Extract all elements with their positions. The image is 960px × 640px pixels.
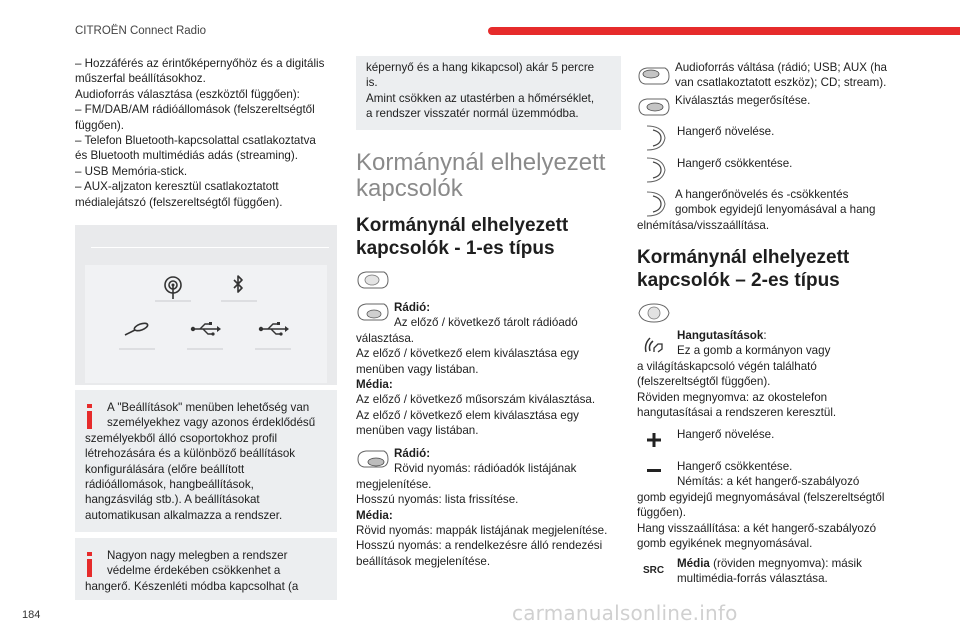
text-line: beállítások megjelenítése. bbox=[356, 554, 491, 568]
text-line: Rövid nyomás: mappák listájának megjelenítése. bbox=[356, 524, 608, 538]
aux-icon bbox=[125, 322, 149, 335]
text-line: Nagyon nagy melegben a rendszer bbox=[107, 549, 288, 562]
radio-title: Rádió: bbox=[394, 301, 431, 314]
text-line: hangutasításai a rendszeren keresztül. bbox=[637, 406, 837, 420]
text-line: gomb egyidejű megnyomásával (felszereltségtől bbox=[637, 490, 885, 504]
text-line: személyekből álló csoportokhoz profil bbox=[85, 431, 278, 445]
text-line: Az előző / következő elem kiválasztása egy bbox=[356, 408, 579, 422]
minus-section bbox=[637, 459, 907, 551]
screen-panel bbox=[85, 265, 327, 383]
text-line: védelme érdekében csökkenhet a bbox=[107, 564, 281, 578]
text-line: gombok egyidejű lenyomásával a hang bbox=[675, 203, 876, 217]
text-line: Hosszú nyomás: a rendelkezésre álló rendezési bbox=[356, 539, 603, 553]
plus-text: Hangerő növelése. bbox=[677, 428, 775, 441]
header-accent-bar bbox=[488, 27, 960, 35]
heading-line: Kormánynál elhelyezett bbox=[356, 215, 569, 236]
text-line: képernyő és a hang kikapcsol) akár 5 percre bbox=[366, 61, 595, 74]
radio-icon bbox=[165, 277, 181, 299]
section-heading bbox=[356, 150, 605, 202]
text-line: – AUX-aljzaton keresztül csatlakoztatott bbox=[75, 180, 279, 194]
mute-item bbox=[637, 187, 907, 233]
colon: : bbox=[763, 329, 767, 342]
column-1 bbox=[75, 56, 340, 210]
info-box-settings bbox=[75, 390, 337, 532]
text-line: A hangerőnövelés és -csökkentés bbox=[675, 188, 849, 201]
text-line: konfigurálására (előre beállított bbox=[85, 462, 245, 476]
text-line: megjelenítése. bbox=[356, 477, 432, 491]
text-line: a rendszer visszatér normál üzemmódba. bbox=[366, 107, 579, 121]
confirm-text: Kiválasztás megerősítése. bbox=[675, 94, 811, 107]
text-line: Hosszú nyomás: lista frissítése. bbox=[356, 493, 519, 507]
source-selection-screen bbox=[75, 225, 337, 385]
text-line: menüben vagy listában. bbox=[356, 362, 479, 376]
text-line: hangerő. Készenléti módba kapcsolhat (a bbox=[85, 579, 299, 593]
text-line: Amint csökken az utastérben a hőmérséklet, bbox=[366, 91, 595, 105]
page-number: 184 bbox=[22, 609, 41, 621]
confirm-button-icon bbox=[637, 97, 671, 117]
text-line: médialejátszó (felszereltségtől függően). bbox=[75, 195, 283, 209]
heading-line: Kormánynál elhelyezett bbox=[356, 149, 606, 176]
src-title: Média bbox=[677, 557, 710, 570]
text-line: Audioforrás váltása (rádió; USB; AUX (ha bbox=[675, 61, 888, 74]
subsection-heading-type-1 bbox=[356, 214, 568, 260]
text-line: Az előző / következő elem kiválasztása egy bbox=[356, 347, 579, 361]
usb-icon bbox=[259, 322, 289, 336]
text-line: van csatlakoztatott eszköz); CD; stream). bbox=[675, 76, 887, 90]
text-line: gomb egyikének megnyomásával. bbox=[637, 537, 813, 551]
watermark: carmanualsonline.info bbox=[512, 601, 738, 625]
radio-section bbox=[356, 300, 624, 439]
text-line: és Bluetooth multimédiás adás (streaming). bbox=[75, 149, 298, 163]
text-line: is. bbox=[366, 76, 378, 90]
text-line: – USB Memória-stick. bbox=[75, 164, 188, 178]
media-title: Média: bbox=[356, 378, 393, 392]
text-line: Hang visszaállítása: a két hangerő-szabályozó bbox=[637, 521, 877, 535]
text-line: automatikusan alkalmazza a rendszer. bbox=[85, 508, 283, 522]
divider bbox=[91, 247, 329, 248]
usb-icon bbox=[191, 322, 221, 336]
volume-down-button-icon bbox=[637, 156, 671, 184]
text-line: a világításkapcsoló végén található bbox=[637, 359, 817, 373]
text-line: – FM/DAB/AM rádióállomások (felszereltségtől bbox=[75, 103, 315, 117]
text-line: Rövid nyomás: rádióadók listájának bbox=[394, 462, 577, 476]
text-line: Audioforrás választása (eszköztől függően): bbox=[75, 87, 300, 101]
text-line: menüben vagy listában. bbox=[356, 424, 479, 438]
text-line: műszerfal beállításokhoz. bbox=[75, 72, 206, 86]
media-title: Média: bbox=[356, 508, 393, 522]
src-section bbox=[677, 556, 907, 587]
plus-icon bbox=[647, 433, 661, 447]
text-line: függően). bbox=[637, 506, 686, 520]
text-line: Az előző / következő műsorszám kiválasztása. bbox=[356, 393, 596, 407]
info-box-heat bbox=[75, 538, 337, 600]
heading-line: kapcsolók - 1-es típus bbox=[356, 238, 555, 259]
heading-line: kapcsolók – 2-es típus bbox=[637, 270, 840, 291]
text-line: (röviden megnyomva): másik bbox=[713, 557, 862, 570]
text-line: Az előző / következő tárolt rádióadó bbox=[394, 316, 578, 330]
text-line: multimédia-forrás választása. bbox=[677, 572, 828, 586]
text-line: hangzásvilág stb.). A beállításokat bbox=[85, 493, 260, 507]
heading-line: kapcsolók bbox=[356, 175, 463, 202]
voice-title: Hangutasítások bbox=[677, 329, 764, 342]
text-line: rádióállomások, hangbeállítások, bbox=[85, 478, 254, 492]
text-line: Röviden megnyomva: az okostelefon bbox=[637, 390, 828, 404]
volume-up-text: Hangerő növelése. bbox=[677, 125, 775, 138]
volume-down-text: Hangerő csökkentése. bbox=[677, 157, 793, 170]
text-line: elnémítása/visszaállítása. bbox=[637, 218, 770, 232]
text-line: létrehozására és a különböző beállítások bbox=[85, 447, 296, 461]
header-title: CITROËN Connect Radio bbox=[75, 25, 207, 37]
info-box-heat-continued bbox=[356, 56, 621, 130]
text-line: – Hozzáférés az érintőképernyőhöz és a digitális bbox=[75, 57, 325, 70]
text-line: Némítás: a két hangerő-szabályozó bbox=[677, 475, 860, 489]
text-line: Ez a gomb a kormányon vagy bbox=[677, 344, 831, 358]
source-icons-graphic bbox=[85, 265, 327, 383]
text-line: függően). bbox=[75, 118, 124, 132]
info-icon bbox=[87, 404, 92, 432]
text-line: személyekhez vagy azonos érdeklődésű bbox=[107, 416, 316, 430]
voice-section bbox=[637, 328, 907, 420]
subsection-heading-type-2 bbox=[637, 246, 849, 292]
radio-list-section bbox=[356, 446, 624, 569]
src-label: SRC bbox=[643, 565, 665, 576]
volume-up-button-icon bbox=[637, 124, 671, 152]
text-line: A "Beállítások" menüben lehetőség van bbox=[107, 401, 310, 414]
bluetooth-icon bbox=[234, 276, 242, 292]
steering-control-type-2-icon bbox=[637, 302, 671, 324]
radio-title: Rádió: bbox=[394, 447, 431, 460]
text-line: választása. bbox=[356, 331, 414, 345]
heading-line: Kormánynál elhelyezett bbox=[637, 247, 850, 268]
text-line: Hangerő csökkentése. bbox=[677, 460, 793, 473]
source-item bbox=[637, 60, 907, 91]
info-icon bbox=[87, 552, 92, 580]
steering-control-icon bbox=[356, 270, 390, 290]
text-line: – Telefon Bluetooth-kapcsolattal csatlakoztatva bbox=[75, 134, 316, 148]
text-line: (felszereltségtől függően). bbox=[637, 375, 771, 389]
